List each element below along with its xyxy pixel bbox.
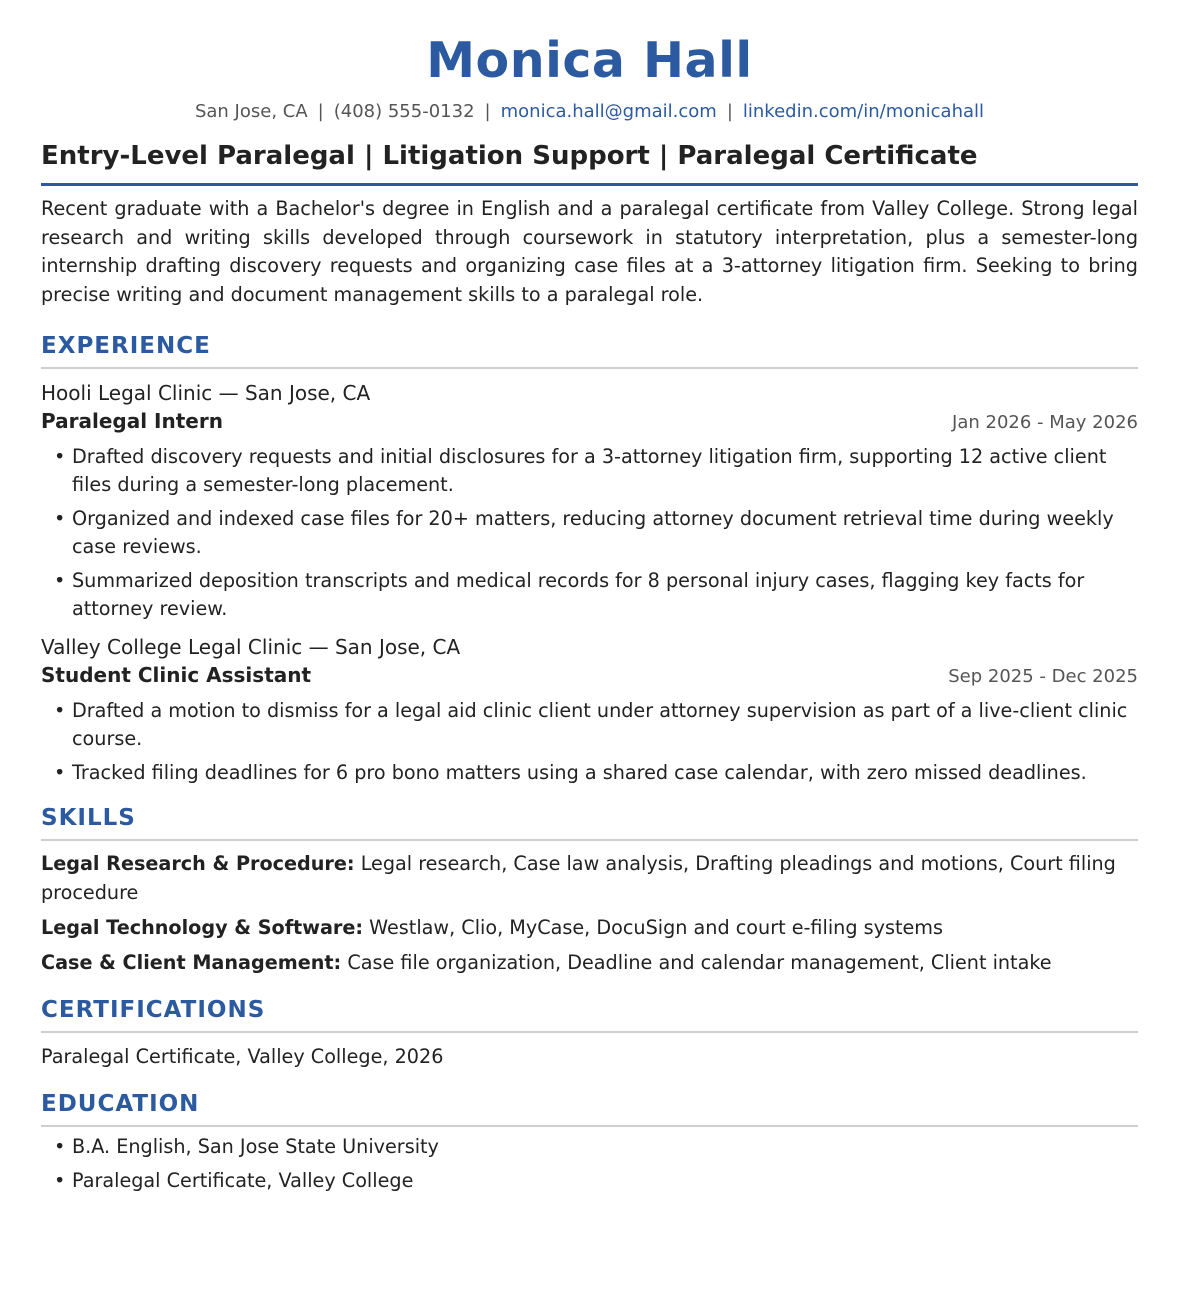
- bullet-icon: •: [54, 1135, 66, 1158]
- contact-separator: |: [726, 101, 733, 122]
- bullet-icon: •: [54, 761, 66, 784]
- job-role-row: [41, 407, 1138, 437]
- job-bullet: [41, 697, 1138, 753]
- job-bullet: [41, 443, 1138, 499]
- job-bullet-text: Drafted discovery requests and initial disclosures for a 3-attorney litigation firm, supporting 12 active client files during a semester-long placement.: [72, 445, 1107, 496]
- job-bullet-text: Tracked filing deadlines for 6 pro bono matters using a shared case calendar, with zero missed deadlines.: [72, 761, 1087, 784]
- job-entry: [41, 379, 1138, 623]
- contact-separator: |: [484, 101, 491, 122]
- skill-text: Legal research, Case law analysis, Drafting pleadings and motions, Court filing procedure: [41, 852, 1116, 904]
- education-item-text: Paralegal Certificate, Valley College: [72, 1169, 414, 1192]
- job-bullet-text: Summarized deposition transcripts and medical records for 8 personal injury cases, flagging key facts for attorney review.: [72, 569, 1085, 620]
- bullet-icon: •: [54, 445, 66, 468]
- job-bullet: [41, 759, 1138, 787]
- contact-separator: |: [317, 101, 324, 122]
- job-dates: Jan 2026 - May 2026: [952, 412, 1138, 433]
- contact-linkedin-link[interactable]: linkedin.com/in/monicahall: [742, 101, 985, 122]
- skill-text: Case file organization, Deadline and calendar management, Client intake: [347, 951, 1052, 974]
- job-employer: Hooli Legal Clinic — San Jose, CA: [41, 381, 371, 405]
- education-item-text: B.A. English, San Jose State University: [72, 1135, 439, 1158]
- contact-phone: (408) 555-0132: [333, 101, 475, 122]
- contact-line: [41, 100, 1138, 124]
- bullet-icon: •: [54, 1169, 66, 1192]
- job-bullet-text: Organized and indexed case files for 20+ matters, reducing attorney document retrieval time during weekly case reviews.: [72, 507, 1114, 558]
- job-role: Student Clinic Assistant: [41, 663, 312, 687]
- education-item: [41, 1167, 1138, 1195]
- job-entry: [41, 633, 1138, 787]
- skill-category: Legal Technology & Software:: [41, 916, 364, 939]
- education-list: [41, 1133, 1138, 1195]
- skill-line: [41, 913, 1138, 942]
- job-bullet: [41, 567, 1138, 623]
- skill-category: Case & Client Management:: [41, 951, 342, 974]
- job-bullets: [41, 443, 1138, 623]
- skill-line: [41, 948, 1138, 977]
- job-role: Paralegal Intern: [41, 409, 223, 433]
- contact-location: San Jose, CA: [194, 101, 308, 122]
- job-bullet-text: Drafted a motion to dismiss for a legal aid clinic client under attorney supervision as part of a live-client clinic course.: [72, 699, 1128, 750]
- certification-item: Paralegal Certificate, Valley College, 2026: [41, 1045, 444, 1068]
- skill-text: Westlaw, Clio, MyCase, DocuSign and court e-filing systems: [369, 916, 943, 939]
- summary-paragraph: Recent graduate with a Bachelor's degree in English and a paralegal certificate from Valley College. Strong legal research and writing skills developed through coursework in statutory interpretation, plus a semester-long internship drafting discovery requests and organizing case files at a 3-attorney litigation firm. Seeking to bring precise writing and document management skills to a paralegal role.: [41, 197, 1138, 306]
- job-role-row: [41, 661, 1138, 691]
- candidate-name: Monica Hall: [426, 32, 753, 89]
- contact-email-link[interactable]: monica.hall@gmail.com: [500, 101, 717, 122]
- section-title-certifications: CERTIFICATIONS: [41, 995, 1138, 1033]
- skill-category: Legal Research & Procedure:: [41, 852, 355, 875]
- job-employer: Valley College Legal Clinic — San Jose, CA: [41, 635, 461, 659]
- bullet-icon: •: [54, 569, 66, 592]
- professional-headline: Entry-Level Paralegal | Litigation Support | Paralegal Certificate: [41, 139, 1138, 186]
- job-bullets: [41, 697, 1138, 787]
- education-item: [41, 1133, 1138, 1161]
- job-dates: Sep 2025 - Dec 2025: [948, 666, 1138, 687]
- bullet-icon: •: [54, 507, 66, 530]
- job-bullet: [41, 505, 1138, 561]
- skill-line: [41, 849, 1138, 907]
- section-title-education: EDUCATION: [41, 1089, 1138, 1127]
- bullet-icon: •: [54, 699, 66, 722]
- section-title-skills: SKILLS: [41, 803, 1138, 841]
- section-title-experience: EXPERIENCE: [41, 331, 1138, 369]
